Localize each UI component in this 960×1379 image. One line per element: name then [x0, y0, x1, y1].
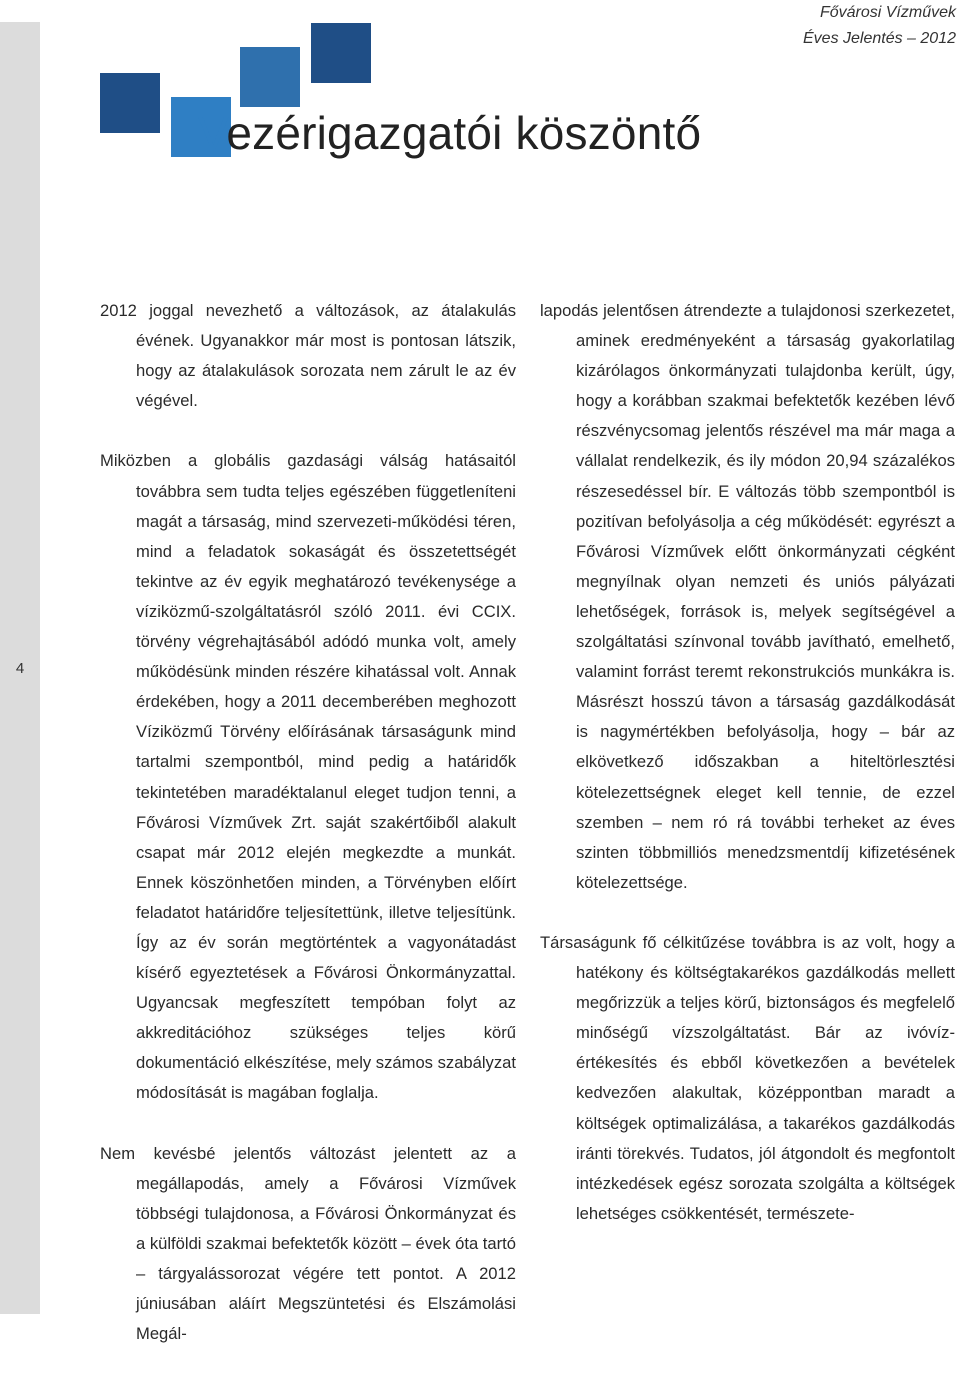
paragraph: Miközben a globális gazdasági válság hatásaitól továbbra sem tudta teljes egészében függetleníteni magát a társaság, mind szervezeti-működési téren, mind a feladatok sokaságát és összetettségét tekintve az év egyik meghatározó tevékenysége a víziközmű-szolgáltatásról szóló 2011. évi CCIX. törvény végrehajtásából adódó munka volt, amely működésünk minden részére kihatással volt. Annak érdekében, hogy a 2011 decemberében meghozott Víziközmű Törvény előírásának társaságunk mind tartalmi szempontból, mind pedig a határidők tekintetében maradéktalanul eleget tudjon tenni, a Fővárosi Vízművek Zrt. saját szakértőiből alakult csapat már 2012 elején megkezdte a munkát. Ennek köszönhetően minden, a Törvényben előírt feladatot határidőre teljesítettünk, illetve teljesítünk. Így az év során megtörténtek a vagyonátadást kísérő egyeztetések a Fővárosi Önkormányzattal. Ugyancsak megfeszített tempóban folyt az akkreditációhoz szükséges teljes körű dokumentáció elkészítése, mely számos szabályzat módosítását is magában foglalja.: [100, 451, 516, 1103]
header-company: Fővárosi Vízművek: [819, 4, 956, 21]
left-column: [100, 296, 516, 1379]
page-title: [198, 106, 701, 160]
paragraph: Nem kevésbé jelentős változást jelentett az a megállapodás, amely a Fővárosi Vízművek többségi tulajdonosa, a Fővárosi Önkormányzat és a külföldi szakmai befektetők között – évek óta tartó – tárgyalássorozat végére tett pontot. A 2012 júniusában aláírt Megszüntetési és Elszámolási Megál-: [100, 1143, 517, 1344]
paragraph: 2012 joggal nevezhető a változások, az átalakulás évének. Ugyanakkor már most is pontosan látszik, hogy az átalakulások sorozata nem zárult le az év végével.: [100, 301, 516, 411]
decor-square: [311, 23, 371, 83]
decor-square: [240, 47, 300, 107]
header-report: Éves Jelentés – 2012: [803, 30, 956, 47]
paragraph: Társaságunk fő célkitűzése továbbra is az volt, hogy a hatékony és költségtakarékos gazdálkodás mellett megőrizzük a teljes körű, biztonságos és megfelelő minőségű vízszolgáltatást. Bár az ivóvíz-értékesítés és ebből következően a bevételek kedvezően alakultak, középpontban maradt a költségek optimalizálása, a takarékos gazdálkodás iránti törekvés. Tudatos, jól átgondolt és megfontolt intézkedések egész sorozata szolgálta a költségek lehetséges csökkentését, természete-: [540, 932, 955, 1223]
right-column: [540, 296, 955, 1259]
title-initial: V: [198, 107, 227, 159]
decor-square: [100, 73, 160, 133]
paragraph: lapodás jelentősen átrendezte a tulajdonosi szerkezetet, aminek eredményeként a társaság gyakorlatilag kizárólagos önkormányzati tulajdonba került, úgy, hogy a korábban szakmai befektetők kezében lévő részvénycsomag jelentős részével ma már maga a vállalat rendelkezik, és ily módon 20,94 százalékos részesedéssel bír. E változás több szempontból is pozitívan befolyásolja a cég működését: egyrészt a Fővárosi Vízművek előtt önkormányzati cégként megnyílnak olyan nemzeti és uniós pályázati lehetőségek, források is, melyek segítségével a szolgáltatási színvonal tovább javítható, emelhető, valamint forrást teremt rekonstrukciós munkákra is. Másrészt hosszú távon a társaság gazdálkodását is nagymértékben befolyásolja, hogy – bár az elkövetkező időszakban a hiteltörlesztési kötelezettségnek eleget kell tennie, de ezzel szemben – nem ró rá további terheket az éves szinten többmilliós menedzsmentdíj kifizetésének kötelezettsége.: [540, 301, 955, 892]
page-header: [803, 0, 956, 52]
page-number: 4: [15, 660, 25, 677]
title-rest: ezérigazgatói köszöntő: [226, 107, 702, 159]
